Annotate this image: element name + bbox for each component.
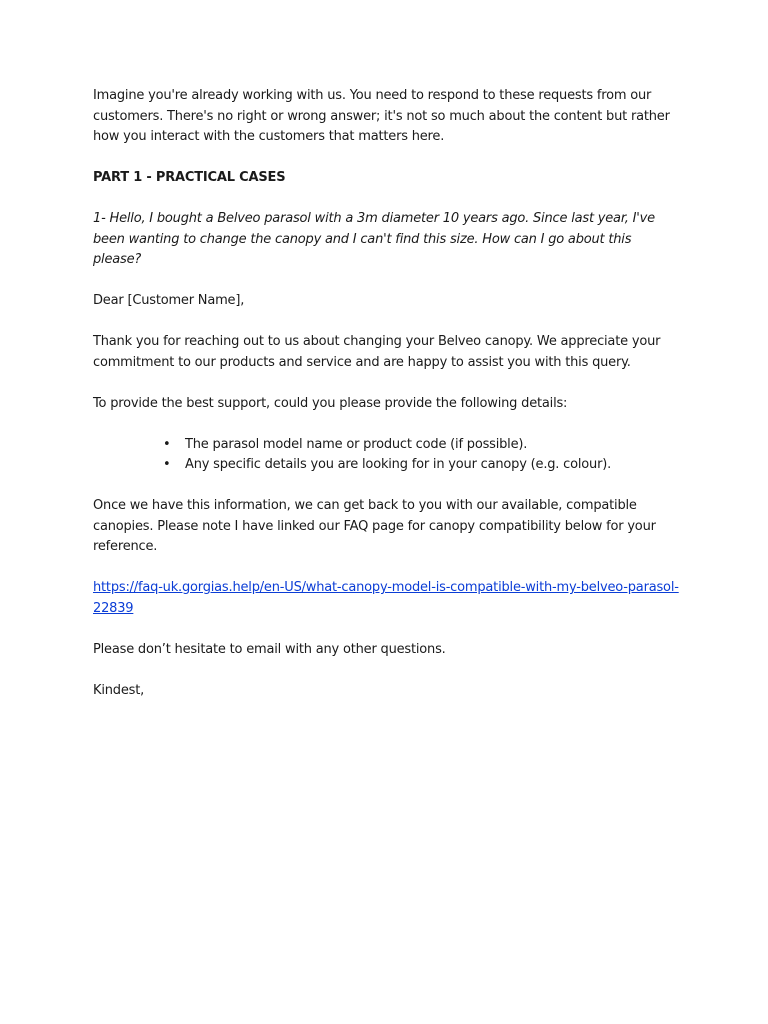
greeting: Dear [Customer Name], xyxy=(93,293,245,308)
follow-up-paragraph: Once we have this information, we can get back to you with our available, compatible canopies. Please note I have linked our FAQ page for canopy compatibility below for your reference. xyxy=(93,498,656,554)
part-heading: PART 1 - PRACTICAL CASES xyxy=(93,170,286,185)
list-item xyxy=(163,435,683,456)
sign-off: Kindest, xyxy=(93,682,145,698)
intro-paragraph: Imagine you're already working with us. You need to respond to these requests from our customers. There's no right or wrong answer; it's not so much about the content but rather how you interact with the customers that matters here. xyxy=(93,88,670,144)
bullet-icon: • xyxy=(163,436,171,452)
faq-link[interactable]: https://faq-uk.gorgias.help/en-US/what-canopy-model-is-compatible-with-my-belveo-parasol-22839 xyxy=(93,580,679,616)
thanks-paragraph: Thank you for reaching out to us about changing your Belveo canopy. We appreciate your commitment to our products and service and are happy to assist you with this query. xyxy=(93,334,661,370)
bullet-icon: • xyxy=(163,457,171,472)
details-request: To provide the best support, could you please provide the following details: xyxy=(93,395,568,411)
list-item-text: Any specific details you are looking for in your canopy (e.g. colour). xyxy=(185,457,612,472)
document-page xyxy=(93,86,683,722)
customer-question: 1- Hello, I bought a Belveo parasol with a 3m diameter 10 years ago. Since last year, I've been wanting to change the canopy and I can't find this size. How can I go about this please? xyxy=(93,211,655,267)
list-item-text: The parasol model name or product code (if possible). xyxy=(185,436,528,452)
closing-line: Please don’t hesitate to email with any other questions. xyxy=(93,641,446,657)
list-item xyxy=(163,455,683,476)
faq-link-paragraph xyxy=(93,578,683,619)
details-list xyxy=(93,435,683,476)
